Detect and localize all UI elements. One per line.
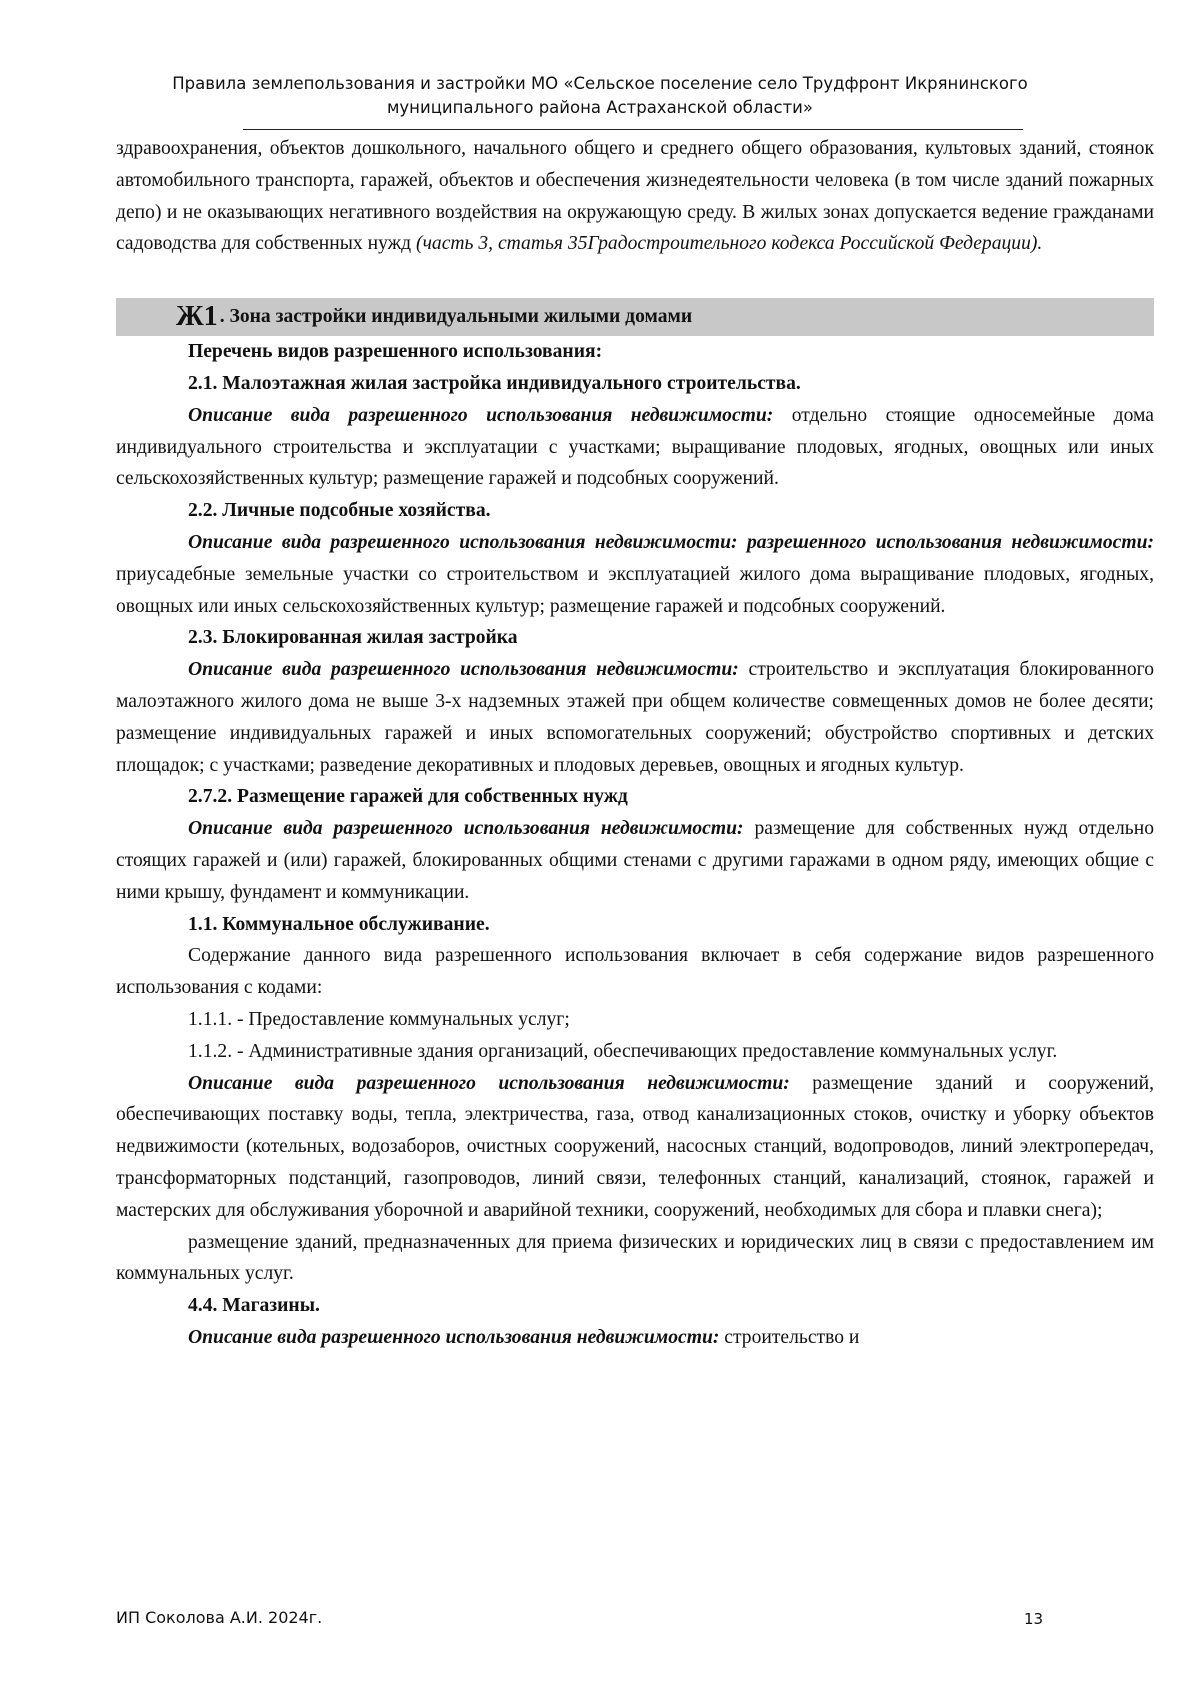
desc-label: Описание вида разрешенного использования недвижимости: xyxy=(188,818,744,840)
zone-heading xyxy=(116,298,1154,336)
desc-label: Описание вида разрешенного использования недвижимости: xyxy=(188,531,738,553)
header-line-1: Правила землепользования и застройки МО «Сельское поселение село Трудфронт Икрянинского xyxy=(172,74,1028,93)
desc-label: Описание вида разрешенного использования недвижимости: xyxy=(188,1072,790,1094)
document-body xyxy=(116,133,1154,1354)
list-title: Перечень видов разрешенного использования: xyxy=(188,341,603,363)
header-rule xyxy=(243,129,1023,130)
section-title-2-2: 2.2. Личные подсобные хозяйства. xyxy=(188,500,491,522)
desc-label-repeat: разрешенного использования недвижимости: xyxy=(746,531,1154,553)
footer-author: ИП Соколова А.И. 2024г. xyxy=(116,1608,323,1627)
section-desc-2-7-2: Описание вида разрешенного использования недвижимости: размещение для собственных нужд отдельно стоящих гаражей и (или) гаражей, блокированных общими стенами с другими гаражами в одном ряду, имеющих общие с ними крышу, фундамент и коммуникации. xyxy=(116,818,1155,903)
section-desc-2-2: Описание вида разрешенного использования недвижимости: разрешенного использования недвижимости: приусадебные земельные участки со строительством и эксплуатацией жилого дома выращивание плодовых, ягодных, овощных или иных сельскохозяйственных культур; размещение гаражей и подсобных сооружений. xyxy=(116,531,1154,617)
section-title-2-1: 2.1. Малоэтажная жилая застройка индивидуального строительства. xyxy=(188,372,801,394)
section-title-2-7-2: 2.7.2. Размещение гаражей для собственных нужд xyxy=(188,786,628,808)
desc-label: Описание вида разрешенного использования недвижимости: xyxy=(188,1326,720,1348)
intro-paragraph: здравоохранения, объектов дошкольного, начального общего и среднего общего образования, культовых зданий, стоянок автомобильного транспорта, гаражей, объектов и обеспечения жизнедеятельности человека (в том числе зданий пожарных депо) и не оказывающих негативного воздействия на окружающую среду. В жилых зонах допускается ведение гражданами садоводства для собственных нужд (часть 3, статья 35Градостроительного кодекса Российской Федерации). xyxy=(116,138,1154,255)
section-desc-1-1: Описание вида разрешенного использования недвижимости: размещение зданий и сооружений, обеспечивающих поставку воды, тепла, электричества, газа, отвод канализационных стоков, очистку и уборку объектов недвижимости (котельных, водозаборов, очистных сооружений, насосных станций, водопроводов, линий электропередач, трансформаторных подстанций, газопроводов, линий связи, телефонных станций, канализаций, стоянок, гаражей и мастерских для обслуживания уборочной и аварийной техники, сооружений, необходимых для сбора и плавки снега); xyxy=(116,1072,1154,1221)
section-content-1-1: Содержание данного вида разрешенного использования включает в себя содержание видов разрешенного использования с кодами: xyxy=(116,945,1154,999)
page-number: 13 xyxy=(1024,1610,1044,1628)
desc-label: Описание вида разрешенного использования недвижимости: xyxy=(188,659,739,681)
code-item-1-1-2: 1.1.2. - Административные здания организаций, обеспечивающих предоставление коммунальных услуг. xyxy=(188,1040,1058,1062)
section-title-1-1: 1.1. Коммунальное обслуживание. xyxy=(188,913,490,935)
section-desc-2-1: Описание вида разрешенного использования недвижимости: отдельно стоящие односемейные дома индивидуального строительства и эксплуатации с участками; выращивание плодовых, ягодных, овощных или иных сельскохозяйственных культур; размещение гаражей и подсобных сооружений. xyxy=(116,404,1154,490)
zone-code: Ж1 xyxy=(176,301,218,333)
section-title-2-3: 2.3. Блокированная жилая застройка xyxy=(188,627,518,649)
zone-name: . Зона застройки индивидуальными жилыми домами xyxy=(219,306,693,328)
code-item-1-1-1: 1.1.1. - Предоставление коммунальных услуг; xyxy=(188,1008,570,1030)
desc-label: Описание вида разрешенного использования недвижимости: xyxy=(188,404,774,426)
section-desc-4-4: Описание вида разрешенного использования недвижимости: строительство и xyxy=(188,1326,860,1348)
citation: (часть 3, статья 35Градостроительного кодекса Российской Федерации). xyxy=(416,233,1043,255)
section-desc-1-1-cont: размещение зданий, предназначенных для приема физических и юридических лиц в связи с предоставлением им коммунальных услуг. xyxy=(116,1231,1154,1285)
section-title-4-4: 4.4. Магазины. xyxy=(188,1295,320,1317)
running-header xyxy=(150,72,1050,120)
header-line-2: муниципального района Астраханской области» xyxy=(386,98,814,117)
section-desc-2-3: Описание вида разрешенного использования недвижимости: строительство и эксплуатация блокированного малоэтажного жилого дома не выше 3-х надземных этажей при общем количестве совмещенных домов не более десяти; размещение индивидуальных гаражей и иных вспомогательных сооружений; обустройство спортивных и детских площадок; с участками; разведение декоративных и плодовых деревьев, овощных и ягодных культур. xyxy=(116,659,1154,776)
